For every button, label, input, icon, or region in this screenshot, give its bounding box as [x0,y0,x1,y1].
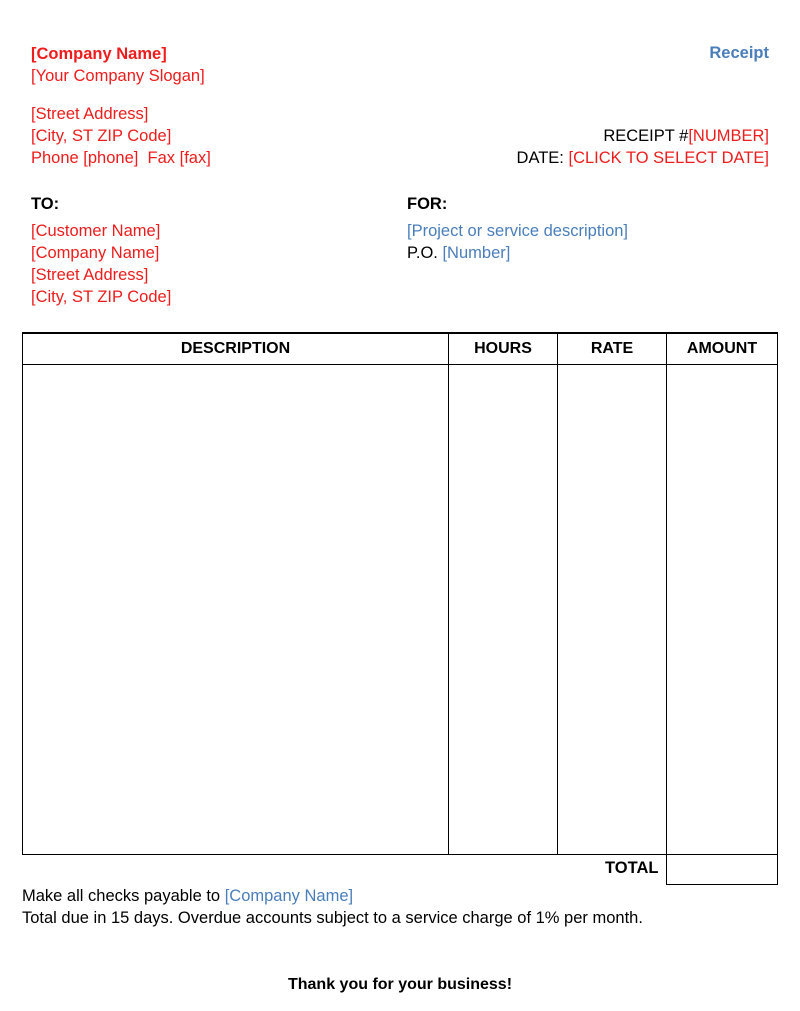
receipt-number-line [603,126,769,146]
column-header-description: DESCRIPTION [23,333,449,365]
date-picker-field[interactable]: [CLICK TO SELECT DATE] [568,149,769,167]
rate-cell[interactable] [558,365,667,855]
column-header-rate: RATE [558,333,667,365]
po-number-field[interactable]: [Number] [442,244,511,262]
customer-street[interactable]: [Street Address] [31,266,149,284]
phone-label: Phone [31,149,84,167]
to-label: TO: [31,195,60,213]
column-header-amount: AMOUNT [667,333,778,365]
company-name[interactable]: [Company Name] [31,45,167,63]
checks-payable-line [22,886,353,906]
fax-label: Fax [138,149,180,167]
table-row [23,365,778,855]
for-label: FOR: [407,195,448,213]
items-table [22,332,778,855]
table-header-row [23,333,778,365]
checks-payable-label: Make all checks payable to [22,887,225,905]
payment-terms: Total due in 15 days. Overdue accounts subject to a service charge of 1% per month. [22,909,643,927]
checks-payable-company[interactable]: [Company Name] [224,887,354,905]
po-line [407,243,510,263]
total-label: TOTAL [605,859,659,877]
total-amount-cell[interactable] [666,855,778,885]
amount-cell[interactable] [667,365,778,855]
receipt-number-label: RECEIPT # [603,127,689,145]
receipt-title: Receipt [709,44,769,62]
items-table-wrap [22,332,778,855]
description-cell[interactable] [23,365,449,855]
thank-you-message: Thank you for your business! [287,976,513,993]
po-label: P.O. [407,244,443,262]
company-contact [31,148,211,168]
column-header-hours: HOURS [449,333,558,365]
date-line [517,148,769,168]
phone-field[interactable]: [phone] [83,149,139,167]
customer-company[interactable]: [Company Name] [31,244,160,262]
date-label: DATE: [516,149,569,167]
company-city[interactable]: [City, ST ZIP Code] [31,127,172,145]
customer-name[interactable]: [Customer Name] [31,222,161,240]
receipt-number-field[interactable]: [NUMBER] [688,127,769,145]
fax-field[interactable]: [fax] [179,149,211,167]
hours-cell[interactable] [449,365,558,855]
customer-city[interactable]: [City, ST ZIP Code] [31,288,172,306]
company-street[interactable]: [Street Address] [31,105,149,123]
project-description[interactable]: [Project or service description] [407,222,629,240]
company-slogan[interactable]: [Your Company Slogan] [31,67,205,85]
